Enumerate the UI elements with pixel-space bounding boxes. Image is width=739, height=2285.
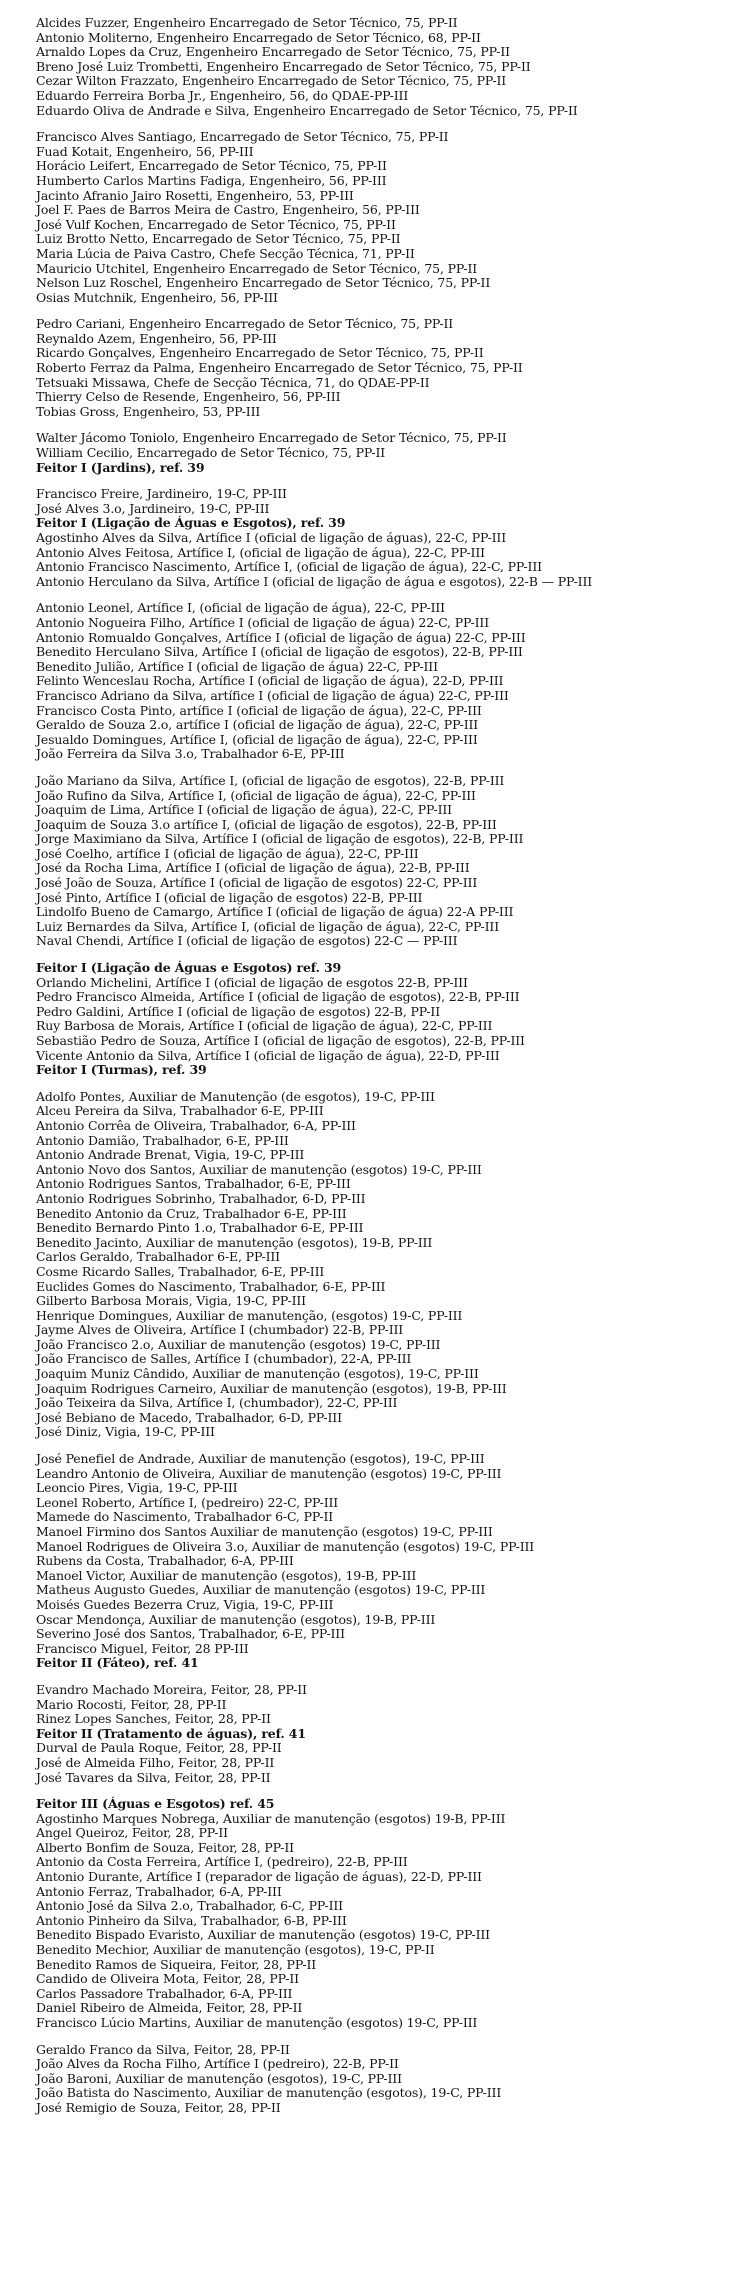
personnel-entry: Francisco Miguel, Feitor, 28 PP-III — [36, 1640, 249, 1656]
personnel-entry: Antonio Romualdo Gonçalves, Artífice I (oficial de ligação de água) 22-C, PP-III — [36, 629, 526, 645]
personnel-entry: Osias Mutchnik, Engenheiro, 56, PP-III — [36, 289, 278, 305]
section-heading: Feitor I (Ligação de Águas e Esgotos) ref. 39 — [36, 960, 342, 976]
personnel-entry: Antonio Alves Feitosa, Artífice I, (oficial de ligação de água), 22-C, PP-III — [36, 544, 485, 560]
personnel-entry: Antonio da Costa Ferreira, Artífice I, (pedreiro), 22-B, PP-III — [36, 1854, 408, 1870]
personnel-entry: Gilberto Barbosa Morais, Vigia, 19-C, PP-III — [36, 1293, 306, 1309]
personnel-entry: Antonio Ferraz, Trabalhador, 6-A, PP-III — [36, 1883, 282, 1899]
personnel-entry: Joaquim de Souza 3.o artífice I, (oficial de ligação de esgotos), 22-B, PP-III — [36, 816, 497, 832]
personnel-entry: Antonio Andrade Brenat, Vigia, 19-C, PP-III — [36, 1147, 305, 1163]
personnel-entry: Carlos Passadore Trabalhador, 6-A, PP-III — [36, 1985, 293, 2001]
personnel-entry: Cosme Ricardo Salles, Trabalhador, 6-E, PP-III — [36, 1263, 325, 1279]
personnel-entry: Francisco Costa Pinto, artífice I (oficial de ligação de água), 22-C, PP-III — [36, 702, 482, 718]
personnel-entry: Francisco Freire, Jardineiro, 19-C, PP-III — [36, 486, 287, 502]
personnel-entry: Cezar Wilton Frazzato, Engenheiro Encarregado de Setor Técnico, 75, PP-II — [36, 73, 507, 89]
section-heading: Feitor I (Jardins), ref. 39 — [36, 459, 205, 475]
personnel-entry: Manoel Victor, Auxiliar de manutenção (esgotos), 19-B, PP-III — [36, 1567, 417, 1583]
personnel-group — [36, 2043, 719, 2116]
personnel-entry: Nelson Luz Roschel, Engenheiro Encarregado de Setor Técnico, 75, PP-II — [36, 275, 491, 291]
personnel-entry: Joaquim de Lima, Artífice I (oficial de ligação de água), 22-C, PP-III — [36, 802, 452, 818]
personnel-entry: Antonio Moliterno, Engenheiro Encarregado de Setor Técnico, 68, PP-II — [36, 29, 481, 45]
personnel-entry: Alceu Pereira da Silva, Trabalhador 6-E, PP-III — [36, 1103, 324, 1119]
personnel-entry: Moisés Guedes Bezerra Cruz, Vigia, 19-C, PP-III — [36, 1596, 334, 1612]
personnel-entry: Manoel Rodrigues de Oliveira 3.o, Auxiliar de manutenção (esgotos) 19-C, PP-III — [36, 1538, 535, 1554]
personnel-entry: Fuad Kotait, Engenheiro, 56, PP-III — [36, 143, 254, 159]
personnel-entry: Ruy Barbosa de Morais, Artífice I (oficial de ligação de água), 22-C, PP-III — [36, 1018, 493, 1034]
personnel-entry: Mamede do Nascimento, Trabalhador 6-C, PP-II — [36, 1509, 334, 1525]
personnel-entry: Vicente Antonio da Silva, Artífice I (oficial de ligação de água), 22-D, PP-III — [36, 1047, 500, 1063]
personnel-entry: José Tavares da Silva, Feitor, 28, PP-II — [36, 1769, 271, 1785]
personnel-entry: João Teixeira da Silva, Artífice I, (chumbador), 22-C, PP-III — [36, 1395, 398, 1411]
personnel-entry: Benedito Julião, Artífice I (oficial de ligação de água) 22-C, PP-III — [36, 658, 438, 674]
personnel-entry: Arnaldo Lopes da Cruz, Engenheiro Encarregado de Setor Técnico, 75, PP-II — [36, 44, 510, 60]
personnel-entry: Joaquim Muniz Cândido, Auxiliar de manutenção (esgotos), 19-C, PP-III — [36, 1366, 479, 1382]
personnel-entry: Antonio Leonel, Artífice I, (oficial de ligação de água), 22-C, PP-III — [36, 600, 445, 616]
personnel-entry: Severino José dos Santos, Trabalhador, 6-E, PP-III — [36, 1626, 345, 1642]
personnel-entry: Roberto Ferraz da Palma, Engenheiro Encarregado de Setor Técnico, 75, PP-II — [36, 360, 523, 376]
personnel-entry: Ricardo Gonçalves, Engenheiro Encarregado de Setor Técnico, 75, PP-II — [36, 345, 484, 361]
personnel-entry: Candido de Oliveira Mota, Feitor, 28, PP-II — [36, 1971, 299, 1987]
personnel-entry: Benedito Herculano Silva, Artífice I (oficial de ligação de esgotos), 22-B, PP-III — [36, 644, 523, 660]
personnel-entry: Matheus Augusto Guedes, Auxiliar de manutenção (esgotos) 19-C, PP-III — [36, 1582, 486, 1598]
personnel-entry: Naval Chendi, Artífice I (oficial de ligação de esgotos) 22-C — PP-III — [36, 933, 458, 949]
personnel-entry: Antonio Francisco Nascimento, Artífice I, (oficial de ligação de água), 22-C, PP-III — [36, 559, 542, 575]
personnel-entry: João Ferreira da Silva 3.o, Trabalhador 6-E, PP-III — [36, 746, 345, 762]
personnel-entry: Jesualdo Domingues, Artífice I, (oficial de ligação de água), 22-C, PP-III — [36, 731, 478, 747]
personnel-entry: Durval de Paula Roque, Feitor, 28, PP-II — [36, 1740, 282, 1756]
personnel-entry: Eduardo Ferreira Borba Jr., Engenheiro, 56, do QDAE-PP-III — [36, 87, 409, 103]
personnel-entry: Antonio Corrêa de Oliveira, Trabalhador, 6-A, PP-III — [36, 1117, 356, 1133]
personnel-entry: Breno José Luiz Trombetti, Engenheiro Encarregado de Setor Técnico, 75, PP-II — [36, 58, 531, 74]
personnel-entry: Antonio Herculano da Silva, Artífice I (oficial de ligação de água e esgotos), 22-B — PP-III — [36, 573, 593, 589]
personnel-entry: Benedito Mechior, Auxiliar de manutenção (esgotos), 19-C, PP-II — [36, 1942, 435, 1958]
personnel-entry: Benedito Jacinto, Auxiliar de manutenção (esgotos), 19-B, PP-III — [36, 1234, 433, 1250]
personnel-entry: Daniel Ribeiro de Almeida, Feitor, 28, PP-II — [36, 2000, 303, 2016]
personnel-entry: Eduardo Oliva de Andrade e Silva, Engenheiro Encarregado de Setor Técnico, 75, PP-II — [36, 102, 578, 118]
personnel-entry: Agostinho Marques Nobrega, Auxiliar de manutenção (esgotos) 19-B, PP-III — [36, 1810, 506, 1826]
section-heading: Feitor III (Águas e Esgotos) ref. 45 — [36, 1796, 275, 1812]
personnel-group — [36, 1452, 719, 1671]
personnel-entry: Antonio Pinheiro da Silva, Trabalhador, 6-B, PP-III — [36, 1912, 347, 1928]
personnel-entry: Thierry Celso de Resende, Engenheiro, 56, PP-III — [36, 389, 341, 405]
personnel-entry: Antonio Nogueira Filho, Artífice I (oficial de ligação de água) 22-C, PP-III — [36, 614, 489, 630]
personnel-entry: Pedro Galdini, Artífice I (oficial de ligação de esgotos) 22-B, PP-II — [36, 1003, 440, 1019]
personnel-entry: José Penefiel de Andrade, Auxiliar de manutenção (esgotos), 19-C, PP-III — [36, 1451, 485, 1467]
personnel-entry: Pedro Cariani, Engenheiro Encarregado de Setor Técnico, 75, PP-II — [36, 316, 454, 332]
personnel-entry: João Baroni, Auxiliar de manutenção (esgotos), 19-C, PP-III — [36, 2070, 402, 2086]
personnel-entry: Joel F. Paes de Barros Meira de Castro, Engenheiro, 56, PP-III — [36, 202, 420, 218]
personnel-entry: José Alves 3.o, Jardineiro, 19-C, PP-III — [36, 500, 270, 516]
personnel-entry: Leoncio Pires, Vigia, 19-C, PP-III — [36, 1480, 238, 1496]
personnel-group — [36, 130, 719, 305]
personnel-entry: Oscar Mendonça, Auxiliar de manutenção (esgotos), 19-B, PP-III — [36, 1611, 436, 1627]
personnel-entry: José João de Souza, Artífice I (oficial de ligação de esgotos) 22-C, PP-III — [36, 875, 478, 891]
personnel-entry: Antonio Rodrigues Sobrinho, Trabalhador, 6-D, PP-III — [36, 1190, 366, 1206]
personnel-entry: Mauricio Utchitel, Engenheiro Encarregado de Setor Técnico, 75, PP-II — [36, 260, 478, 276]
personnel-entry: João Mariano da Silva, Artífice I, (oficial de ligação de esgotos), 22-B, PP-III — [36, 772, 505, 788]
personnel-entry: João Francisco 2.o, Auxiliar de manutenção (esgotos) 19-C, PP-III — [36, 1336, 441, 1352]
personnel-entry: Carlos Geraldo, Trabalhador 6-E, PP-III — [36, 1249, 280, 1265]
personnel-entry: Luiz Bernardes da Silva, Artífice I, (oficial de ligação de água), 22-C, PP-III — [36, 918, 499, 934]
personnel-entry: Rubens da Costa, Trabalhador, 6-A, PP-III — [36, 1553, 294, 1569]
personnel-entry: Evandro Machado Moreira, Feitor, 28, PP-II — [36, 1681, 307, 1697]
personnel-entry: Angel Queiroz, Feitor, 28, PP-II — [36, 1825, 228, 1841]
section-heading: Feitor I (Turmas), ref. 39 — [36, 1062, 207, 1078]
personnel-entry: Horácio Leifert, Encarregado de Setor Técnico, 75, PP-II — [36, 158, 387, 174]
personnel-group — [36, 774, 719, 949]
personnel-entry: Antonio Novo dos Santos, Auxiliar de manutenção (esgotos) 19-C, PP-III — [36, 1161, 482, 1177]
personnel-entry: Maria Lúcia de Paiva Castro, Chefe Secção Técnica, 71, PP-II — [36, 245, 415, 261]
personnel-entry: Jacinto Afranio Jairo Rosetti, Engenheiro, 53, PP-III — [36, 187, 354, 203]
personnel-entry: Leandro Antonio de Oliveira, Auxiliar de manutenção (esgotos) 19-C, PP-III — [36, 1465, 502, 1481]
personnel-entry: Tetsuaki Missawa, Chefe de Secção Técnica, 71, do QDAE-PP-II — [36, 374, 430, 390]
personnel-entry: Luiz Brotto Netto, Encarregado de Setor Técnico, 75, PP-II — [36, 231, 401, 247]
personnel-entry: Jayme Alves de Oliveira, Artífice I (chumbador) 22-B, PP-III — [36, 1322, 404, 1338]
personnel-entry: João Alves da Rocha Filho, Artífice I (pedreiro), 22-B, PP-II — [36, 2056, 399, 2072]
personnel-entry: Benedito Antonio da Cruz, Trabalhador 6-E, PP-III — [36, 1205, 347, 1221]
section-heading: Feitor II (Fáteo), ref. 41 — [36, 1655, 199, 1671]
personnel-entry: Reynaldo Azem, Engenheiro, 56, PP-III — [36, 330, 277, 346]
personnel-group — [36, 487, 719, 589]
personnel-entry: Joaquim Rodrigues Carneiro, Auxiliar de manutenção (esgotos), 19-B, PP-III — [36, 1380, 507, 1396]
personnel-entry: Mario Rocosti, Feitor, 28, PP-II — [36, 1696, 227, 1712]
personnel-entry: Adolfo Pontes, Auxiliar de Manutenção (de esgotos), 19-C, PP-III — [36, 1088, 435, 1104]
personnel-entry: Orlando Michelini, Artífice I (oficial de ligação de esgotos 22-B, PP-III — [36, 974, 468, 990]
personnel-entry: Agostinho Alves da Silva, Artífice I (oficial de ligação de águas), 22-C, PP-III — [36, 530, 507, 545]
personnel-entry: Tobias Gross, Engenheiro, 53, PP-III — [36, 403, 261, 419]
personnel-group — [36, 1683, 719, 1785]
personnel-entry: José Remigio de Souza, Feitor, 28, PP-II — [36, 2099, 281, 2115]
personnel-entry: José Bebiano de Macedo, Trabalhador, 6-D, PP-III — [36, 1409, 342, 1425]
personnel-entry: William Cecilio, Encarregado de Setor Técnico, 75, PP-II — [36, 445, 386, 461]
personnel-entry: José Vulf Kochen, Encarregado de Setor Técnico, 75, PP-II — [36, 216, 396, 232]
personnel-entry: Francisco Adriano da Silva, artífice I (oficial de ligação de água) 22-C, PP-III — [36, 687, 509, 703]
personnel-entry: Antonio Rodrigues Santos, Trabalhador, 6-E, PP-III — [36, 1176, 351, 1192]
personnel-group — [36, 1090, 719, 1440]
personnel-entry: José Pinto, Artífice I (oficial de ligação de esgotos) 22-B, PP-III — [36, 889, 423, 905]
personnel-entry: Sebastião Pedro de Souza, Artífice I (oficial de ligação de esgotos), 22-B, PP-III — [36, 1033, 525, 1048]
personnel-entry: João Francisco de Salles, Artífice I (chumbador), 22-A, PP-III — [36, 1351, 412, 1367]
personnel-entry: Francisco Alves Santiago, Encarregado de Setor Técnico, 75, PP-II — [36, 129, 449, 145]
personnel-entry: Antonio Durante, Artífice I (reparador de ligação de águas), 22-D, PP-III — [36, 1869, 482, 1885]
personnel-entry: Alberto Bonfim de Souza, Feitor, 28, PP-II — [36, 1839, 294, 1855]
personnel-entry: Francisco Lúcio Martins, Auxiliar de manutenção (esgotos) 19-C, PP-III — [36, 2015, 478, 2030]
personnel-entry: José Diniz, Vigia, 19-C, PP-III — [36, 1424, 215, 1440]
personnel-entry: Manoel Firmino dos Santos Auxiliar de manutenção (esgotos) 19-C, PP-III — [36, 1524, 493, 1539]
personnel-group — [36, 431, 719, 475]
personnel-entry: Walter Jácomo Toniolo, Engenheiro Encarregado de Setor Técnico, 75, PP-II — [36, 430, 507, 446]
personnel-entry: João Batista do Nascimento, Auxiliar de manutenção (esgotos), 19-C, PP-III — [36, 2085, 502, 2101]
personnel-entry: João Rufino da Silva, Artífice I, (oficial de ligação de água), 22-C, PP-III — [36, 787, 476, 803]
personnel-entry: Felinto Wenceslau Rocha, Artífice I (oficial de ligação de água), 22-D, PP-III — [36, 673, 504, 689]
personnel-group — [36, 16, 719, 118]
personnel-entry: Rinez Lopes Sanches, Feitor, 28, PP-II — [36, 1711, 271, 1727]
section-heading: Feitor I (Ligação de Águas e Esgotos), ref. 39 — [36, 515, 346, 531]
personnel-entry: Pedro Francisco Almeida, Artífice I (oficial de ligação de esgotos), 22-B, PP-III — [36, 989, 520, 1005]
personnel-group — [36, 601, 719, 762]
personnel-entry: José Coelho, artífice I (oficial de ligação de água), 22-C, PP-III — [36, 845, 419, 861]
personnel-entry: Geraldo de Souza 2.o, artífice I (oficial de ligação de água), 22-C, PP-III — [36, 717, 479, 733]
personnel-entry: Leonel Roberto, Artífice I, (pedreiro) 22-C, PP-III — [36, 1494, 339, 1510]
personnel-entry: Henrique Domingues, Auxiliar de manutenção, (esgotos) 19-C, PP-III — [36, 1307, 463, 1323]
personnel-entry: Antonio José da Silva 2.o, Trabalhador, 6-C, PP-III — [36, 1898, 343, 1914]
section-heading: Feitor II (Tratamento de águas), ref. 41 — [36, 1725, 306, 1741]
personnel-entry: José da Rocha Lima, Artífice I (oficial de ligação de água), 22-B, PP-III — [36, 860, 470, 876]
personnel-entry: José de Almeida Filho, Feitor, 28, PP-II — [36, 1754, 275, 1770]
personnel-group — [36, 1797, 719, 2031]
personnel-entry: Lindolfo Bueno de Camargo, Artífice I (oficial de ligação de água) 22-A PP-III — [36, 904, 514, 920]
personnel-entry: Euclides Gomes do Nascimento, Trabalhador, 6-E, PP-III — [36, 1278, 386, 1294]
personnel-entry: Benedito Bispado Evaristo, Auxiliar de manutenção (esgotos) 19-C, PP-III — [36, 1927, 490, 1943]
personnel-group — [36, 961, 719, 1078]
personnel-entry: Antonio Damião, Trabalhador, 6-E, PP-III — [36, 1132, 289, 1148]
personnel-group — [36, 317, 719, 419]
personnel-entry: Benedito Bernardo Pinto 1.o, Trabalhador 6-E, PP-III — [36, 1220, 364, 1236]
personnel-entry: Humberto Carlos Martins Fadiga, Engenheiro, 56, PP-III — [36, 172, 387, 188]
personnel-entry: Geraldo Franco da Silva, Feitor, 28, PP-II — [36, 2041, 290, 2057]
personnel-entry: Jorge Maximiano da Silva, Artífice I (oficial de ligação de esgotos), 22-B, PP-III — [36, 831, 524, 847]
personnel-entry: Benedito Ramos de Siqueira, Feitor, 28, PP-II — [36, 1956, 317, 1972]
personnel-entry: Alcides Fuzzer, Engenheiro Encarregado de Setor Técnico, 75, PP-II — [36, 15, 458, 30]
